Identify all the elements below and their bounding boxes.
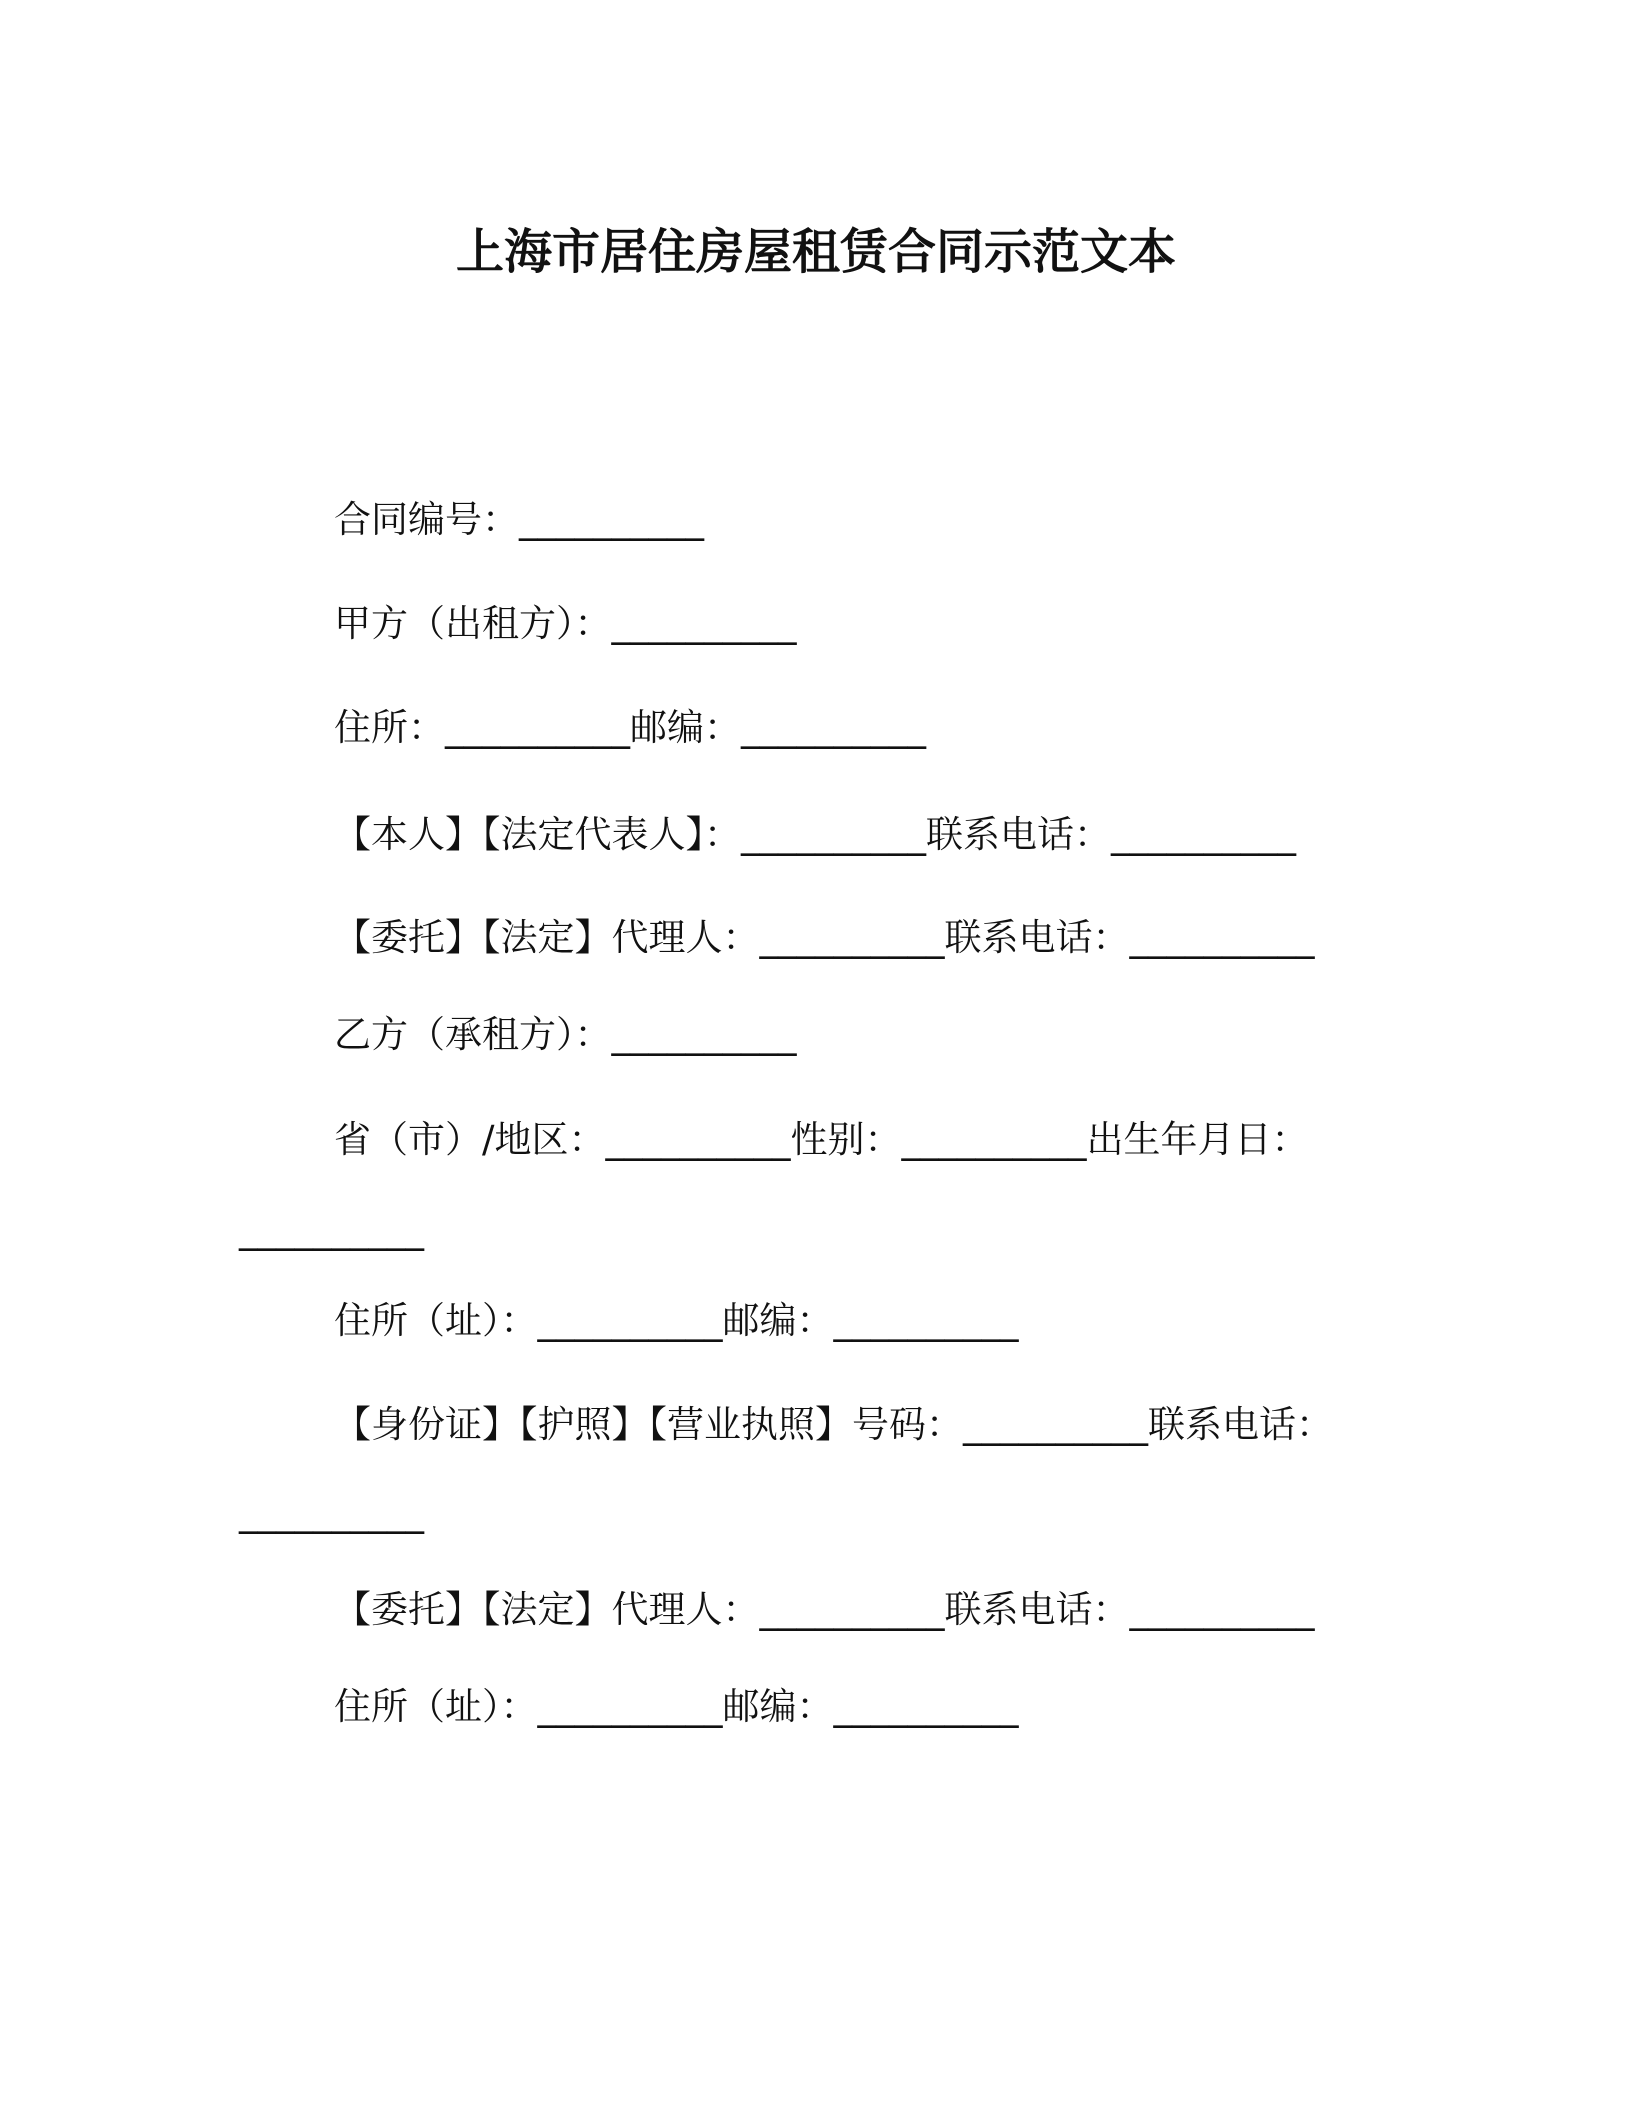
document-title: 上海市居住房屋租赁合同示范文本 [455, 224, 1176, 280]
party-b-address-line: 住所（址）：__________邮编：__________ [334, 1299, 1019, 1342]
party-a-agent-line: 【委托】【法定】代理人：__________联系电话：__________ [334, 916, 1315, 959]
contract-number-line: 合同编号：__________ [334, 498, 704, 541]
party-b-phone-blank: __________ [239, 1491, 424, 1534]
party-a-line: 甲方（出租方）：__________ [334, 602, 797, 645]
party-b-line: 乙方（承租方）：__________ [334, 1013, 797, 1056]
party-b-region-line: 省（市）/地区：__________性别：__________出生年月日： [334, 1118, 1309, 1161]
party-b-birthdate-blank: __________ [239, 1208, 424, 1251]
party-b-agent-address-line: 住所（址）：__________邮编：__________ [334, 1685, 1019, 1728]
party-b-agent-line: 【委托】【法定】代理人：__________联系电话：__________ [334, 1588, 1315, 1631]
party-b-id-line: 【身份证】【护照】【营业执照】号码：__________联系电话： [334, 1403, 1333, 1446]
party-a-address-line: 住所：__________邮编：__________ [334, 706, 926, 749]
party-a-representative-line: 【本人】【法定代表人】：__________联系电话：__________ [334, 813, 1296, 856]
